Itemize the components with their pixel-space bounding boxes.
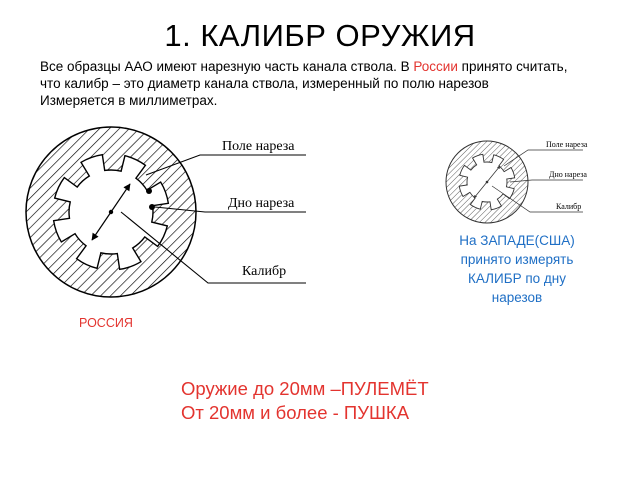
footer-line-2: От 20мм и более - ПУШКА [181, 402, 410, 423]
label-caliber-small: Калибр [556, 202, 582, 211]
caption-west-line-4: нарезов [491, 290, 543, 305]
intro-line-1: Все образцы ААО имеют нарезную часть канала ствола. В России принято считать, [40, 59, 568, 74]
caption-west-line-1: На ЗАПАДЕ(США) [459, 233, 575, 248]
caption-west [430, 231, 604, 307]
label-caliber-large: Калибр [242, 264, 287, 279]
label-bottom-small: Дно нареза [549, 170, 587, 179]
label-field-large: Поле нареза [222, 139, 295, 154]
caption-russia: РОССИЯ [79, 316, 133, 330]
page-title: 1. КАЛИБР ОРУЖИЯ [164, 18, 476, 53]
footer-note [181, 377, 429, 425]
intro-line-3: Измеряется в миллиметрах. [40, 93, 218, 108]
caption-west-line-2: принято измерять [460, 252, 574, 267]
caption-west-line-3: КАЛИБР по дну [468, 271, 566, 286]
label-bottom-large: Дно нареза [228, 196, 295, 211]
intro-line-2: что калибр – это диаметр канала ствола, измеренный по полю нарезов [40, 76, 489, 91]
russia-highlight: России [413, 59, 458, 74]
label-field-small: Поле нареза [546, 140, 588, 149]
footer-line-1: Оружие до 20мм –ПУЛЕМЁТ [181, 378, 429, 399]
